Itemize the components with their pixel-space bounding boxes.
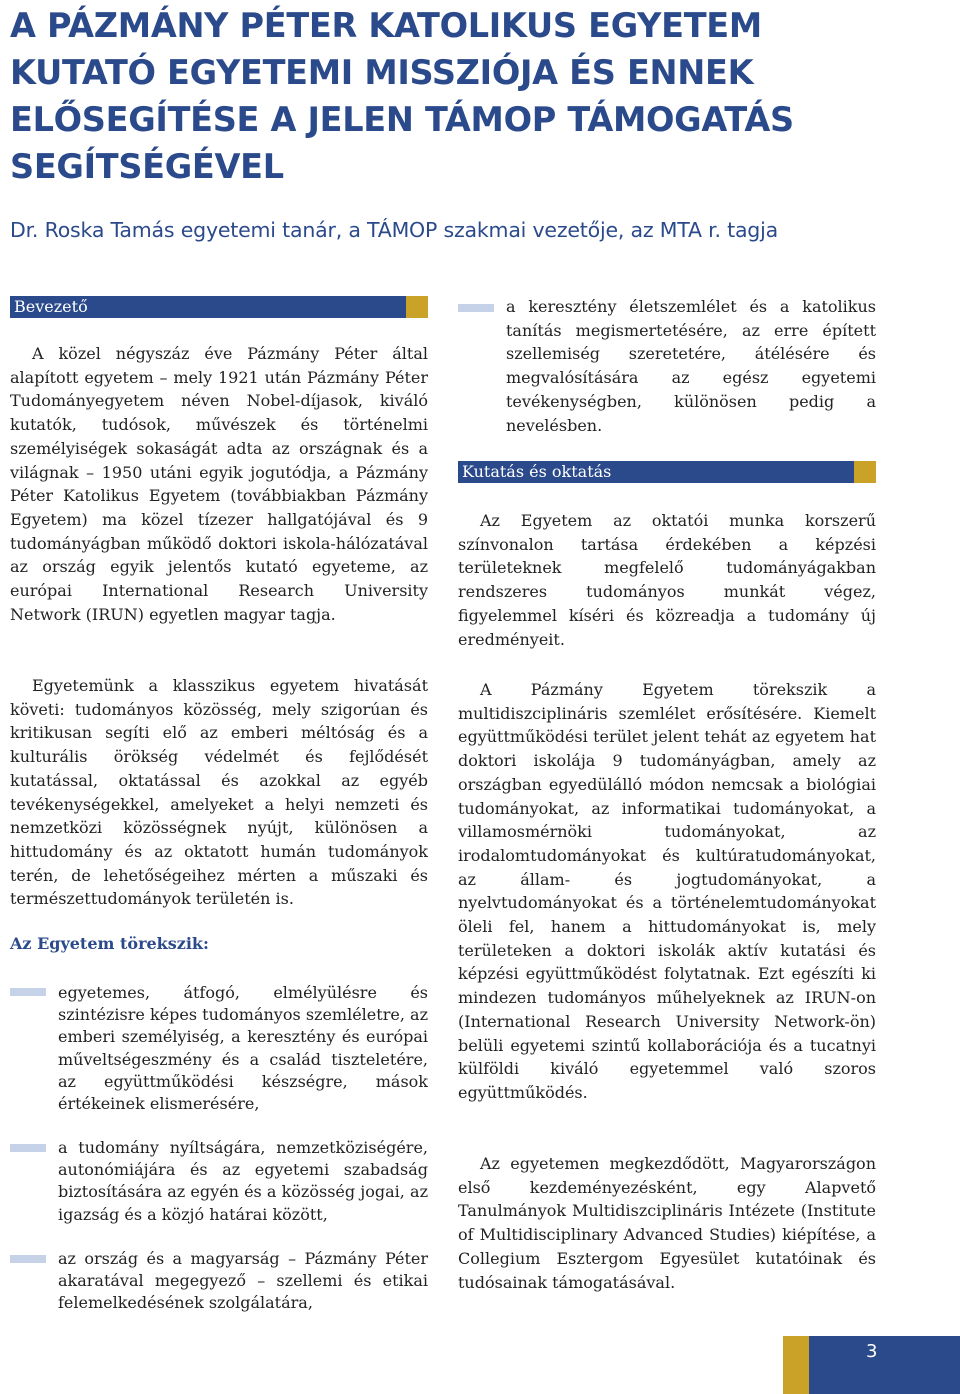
mission-paragraph: Egyetemünk a klasszikus egyetem hivatását követi: tudományos közösség, mely szigorúan és kritikusan segíti elő az emberi méltóság és a kulturális örökség védelmét és fejlődését kutatással, oktatással és azokkal az egyéb tevékenységekkel, amelyeket a helyi nemzeti és nemzetközi közösségnek nyújt, különösen a hittudomány és az oktatott humán tudományok terén, de lehetőségeihez mérten a műszaki és természettudományok területén is. xyxy=(10,676,428,909)
section-heading-research: Kutatás és oktatás xyxy=(462,462,612,481)
research-paragraph-1: Az Egyetem az oktatói munka korszerű színvonalon tartása érdekében a képzési területeknek megfelelő tudományágakban rendszeres tudományos munkát végez, figyelemmel kíséri és közreadja a tudomány új eredményeit. xyxy=(458,511,876,649)
section-heading-bar xyxy=(10,296,428,318)
page-accent-strip xyxy=(783,1336,809,1394)
aims-bullet-4: a keresztény életszemlélet és a katolikus tanítás megismertetésére, az erre épített szellemiség szeretetére, átélésére és megvalósítására az egész egyetemi tevékenységben, különösen pedig a nevelésben. xyxy=(506,297,876,435)
heading-accent-square xyxy=(406,296,428,318)
heading-accent-square xyxy=(854,461,876,483)
section-heading-intro: Bevezető xyxy=(14,297,88,316)
title-line: KUTATÓ EGYETEMI MISSZIÓJA ÉS ENNEK xyxy=(10,53,754,92)
research-paragraph-3: Az egyetemen megkezdődött, Magyarországon első kezdeményezésként, egy Alapvető Tanulmányok Multidiszciplináris Intézete (Institute of Multidisciplinary Advanced Studies) kiépítése, a Collegium Esztergom Egyesület kutatóinak és tudósainak támogatásával. xyxy=(458,1154,876,1292)
intro-paragraph: A közel négyszáz éve Pázmány Péter által alapított egyetem – mely 1921 után Pázmány Péter Tudományegyetem néven Nobel-díjasok, kiváló kutatók, tudósok, művészek és történelmi személyiségek sokaságát adta az országnak és a világnak – 1950 utáni egyik jogutódja, a Pázmány Péter Katolikus Egyetem (továbbiakban Pázmány Egyetem) ma közel tízezer hallgatójával és 9 tudományágban működő doktori iskola-hálózatával az ország egyik jelentős kutató egyeteme, az európai International Research University Network (IRUN) egyetlen magyar tagja. xyxy=(10,344,428,624)
bullet-marker xyxy=(10,1144,46,1152)
page-number: 3 xyxy=(866,1341,878,1362)
aims-bullet-2: a tudomány nyíltságára, nemzetköziségére, autonómiájára és az egyetemi szabadság biztosítására az egyén és a közösség jogai, az igazság és a közjó határai között, xyxy=(58,1138,428,1224)
aims-bullet-3: az ország és a magyarság – Pázmány Péter akaratával megegyező – szellemi és etikai felemelkedésének szolgálatára, xyxy=(58,1249,428,1313)
aims-subheading: Az Egyetem törekszik: xyxy=(10,934,209,953)
section-heading-bar xyxy=(458,461,876,483)
article-title xyxy=(10,2,910,190)
title-line: ELŐSEGÍTÉSE A JELEN TÁMOP TÁMOGATÁS xyxy=(10,100,794,139)
bullet-marker xyxy=(10,1255,46,1263)
research-paragraph-2: A Pázmány Egyetem törekszik a multidiszciplináris szemlélet erősítésére. Kiemelt együttműködési terület jelent tehát az egyetem hat doktori iskolája 9 tudományágban, amely az országban egyedülálló módon nemcsak a biológiai tudományokat, az informatikai tudományokat, a villamosmérnöki tudományokat, az irodalomtudományokat és kultúratudományokat, az állam- és jogtudományokat, a nyelvtudományokat és a történelemtudományokat öleli fel, hanem a hittudományokat is, mely területeken a doktori iskolák aktív kutatási és képzési együttműködést folytatnak. Ezt egészíti ki mindezen tudományos műhelyeknek az IRUN-on (International Research University Network-ön) belüli egyetemi szintű kollaborációja és a tucatnyi külföldi kiváló egyetemmel való szoros együttműködés. xyxy=(458,680,876,1102)
aims-bullet-1: egyetemes, átfogó, elmélyülésre és szintézisre képes tudományos szemléletre, az emberi személyiség, a keresztény és európai műveltségeszmény és a család tiszteletére, az együttműködési készségre, mások értékeinek elismerésére, xyxy=(58,983,428,1114)
bullet-marker xyxy=(10,988,46,996)
title-line: SEGÍTSÉGÉVEL xyxy=(10,147,284,186)
bullet-marker xyxy=(458,304,494,312)
author-line: Dr. Roska Tamás egyetemi tanár, a TÁMOP szakmai vezetője, az MTA r. tagja xyxy=(10,218,778,242)
title-line: A PÁZMÁNY PÉTER KATOLIKUS EGYETEM xyxy=(10,6,762,45)
